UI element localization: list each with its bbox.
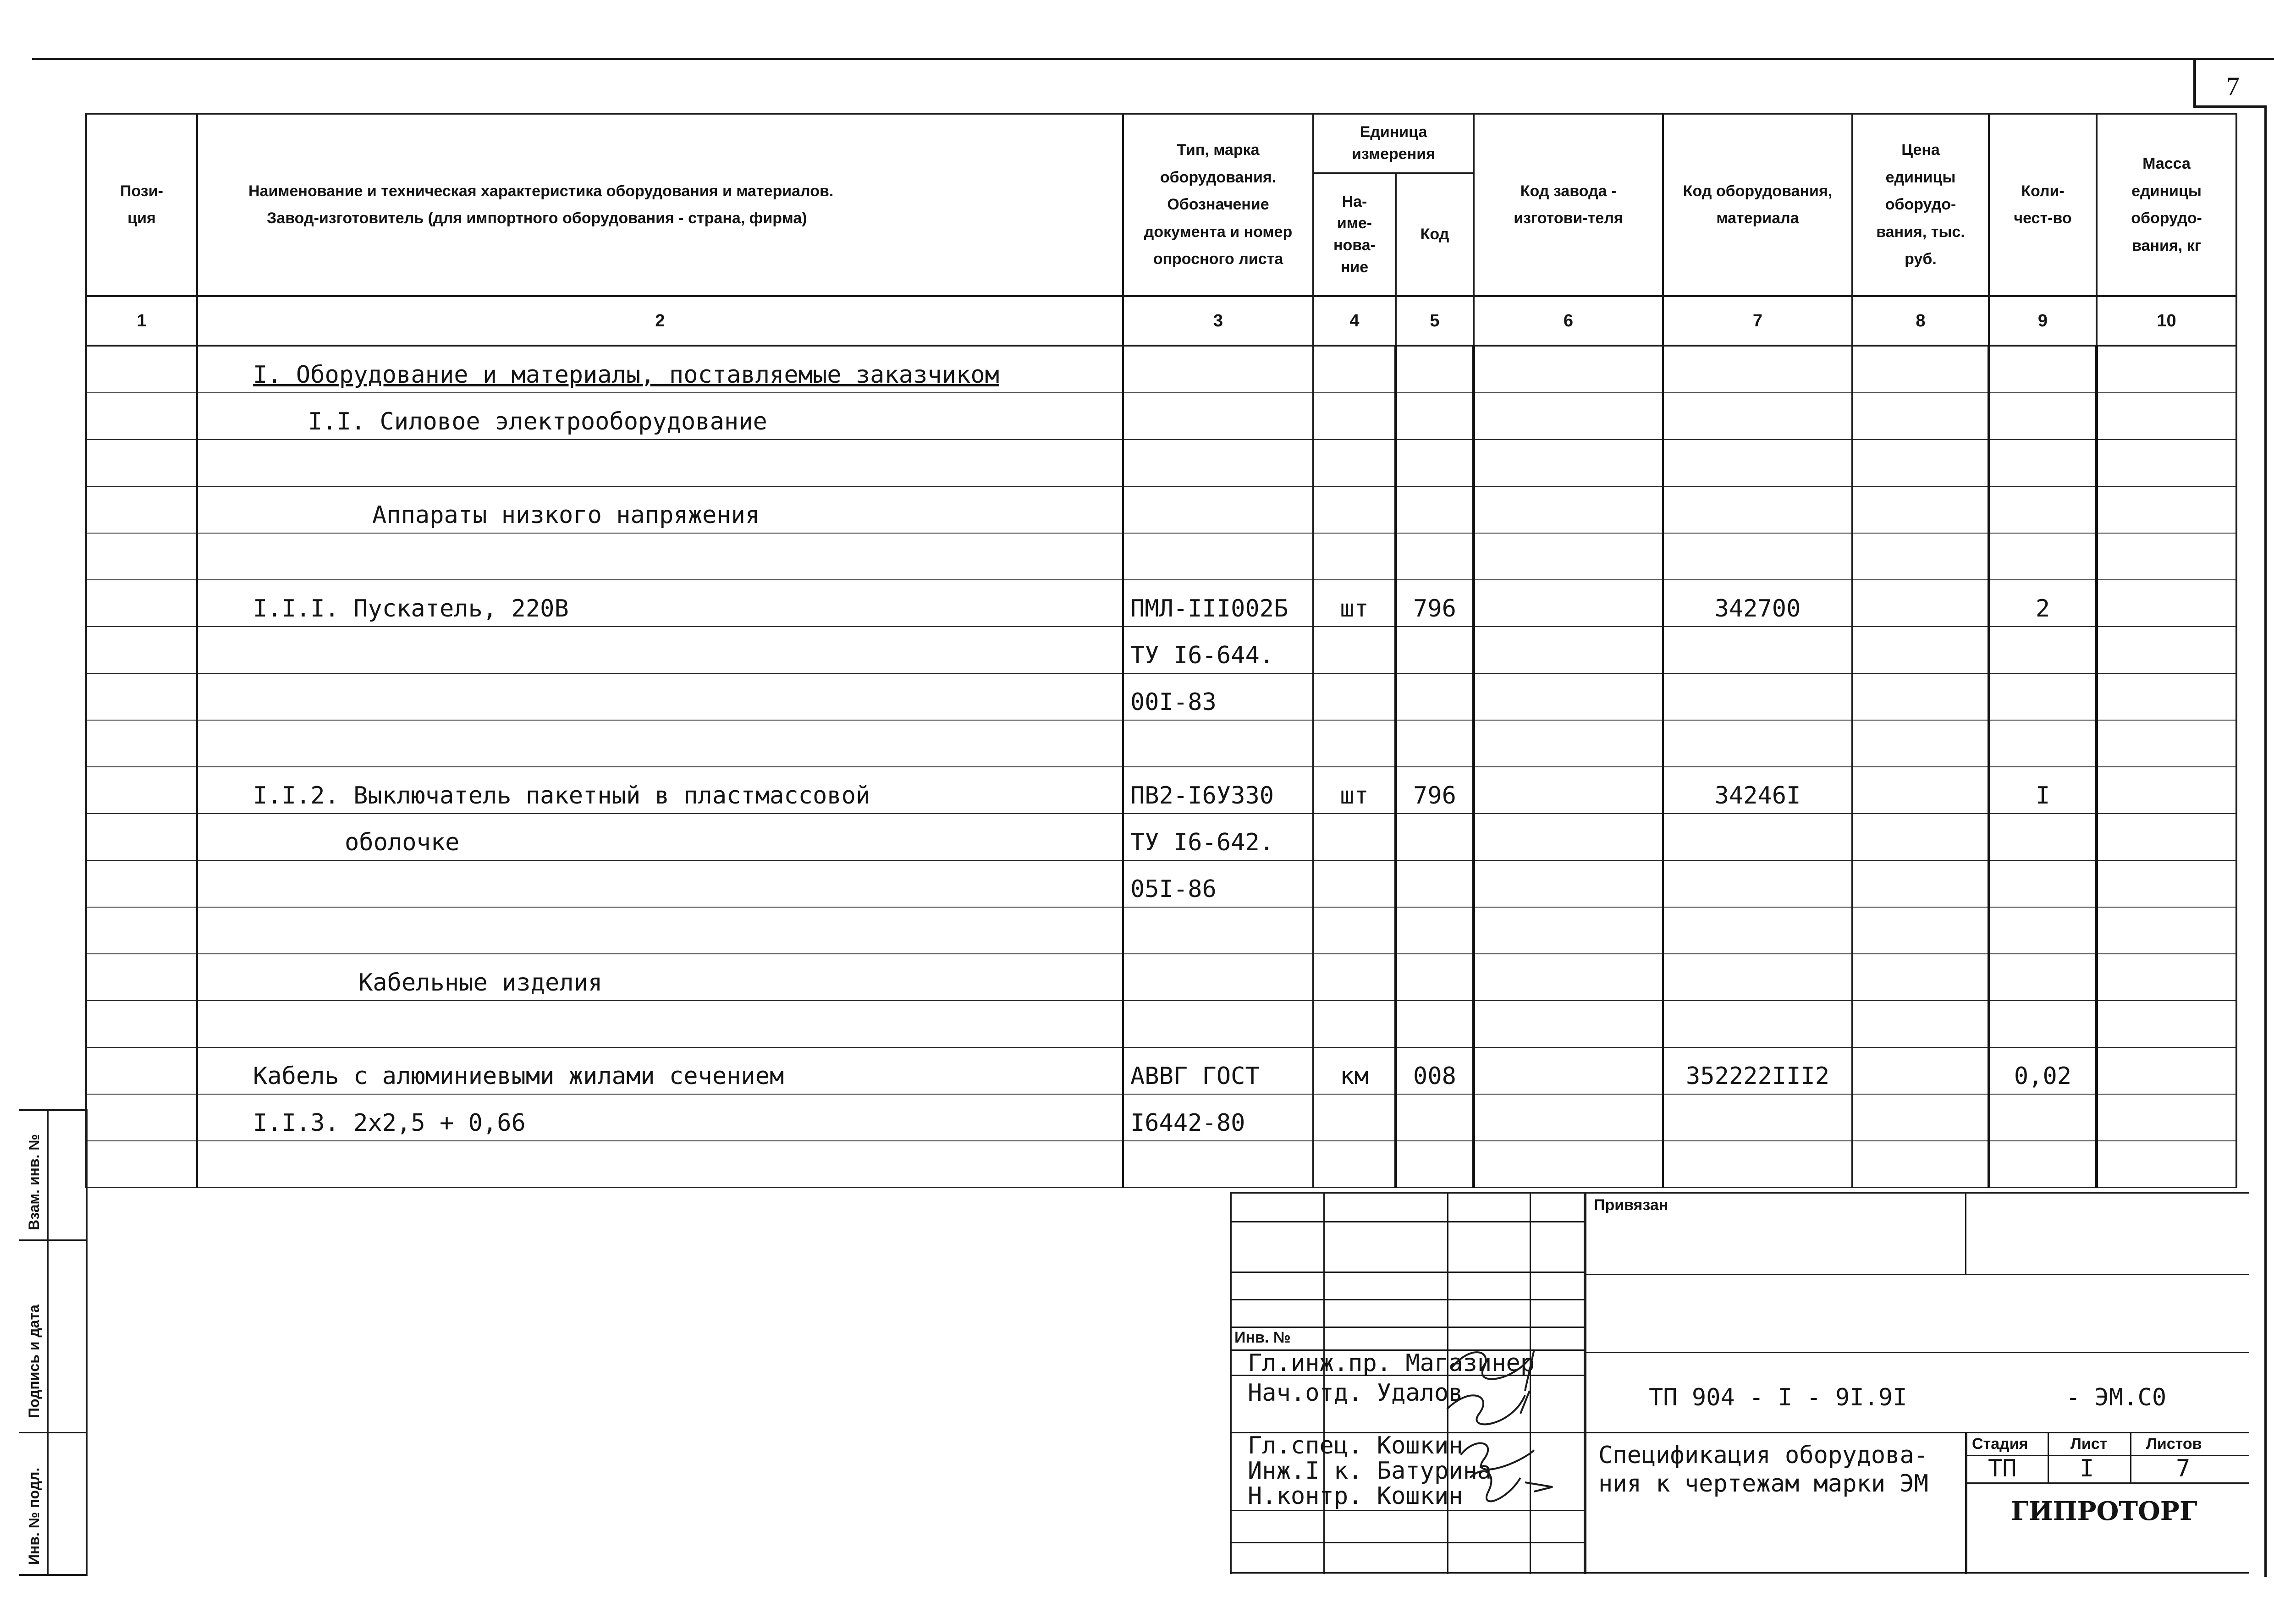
tb-rule-privyazan xyxy=(1585,1274,2249,1275)
cell-type xyxy=(1123,720,1313,767)
cell-mass xyxy=(2097,393,2236,440)
cell-price xyxy=(1852,720,1989,767)
tb-rule-designation-bottom xyxy=(1585,1432,2249,1433)
header-vendor-code: Код завода - изготови-теля xyxy=(1474,114,1663,296)
cell-item-code xyxy=(1663,814,1852,860)
cell-name xyxy=(197,720,1123,767)
cell-quantity xyxy=(1989,346,2097,393)
cell-quantity: 0,02 xyxy=(1989,1047,2097,1094)
cell-unit-name xyxy=(1313,1094,1396,1141)
cell-unit-name xyxy=(1313,393,1396,440)
col-number-1: 1 xyxy=(86,296,197,346)
side-stamp-divider xyxy=(47,1111,49,1574)
cell-item-code xyxy=(1663,673,1852,720)
header-unit-name: На-име-нова-ние xyxy=(1313,173,1396,296)
cell-quantity xyxy=(1989,533,2097,580)
table-row xyxy=(86,1094,2236,1141)
cell-price xyxy=(1852,486,1989,533)
tb-organization: ГИПРОТОРГ xyxy=(2011,1496,2197,1526)
cell-item-code xyxy=(1663,1001,1852,1047)
cell-unit-code xyxy=(1396,673,1474,720)
cell-mass xyxy=(2097,440,2236,486)
tb-rule-designation-top xyxy=(1585,1352,2249,1353)
specification-body xyxy=(86,346,2236,1188)
cell-quantity xyxy=(1989,860,2097,907)
cell-position xyxy=(86,627,197,673)
cell-quantity xyxy=(1989,1094,2097,1141)
table-row xyxy=(86,486,2236,533)
cell-position xyxy=(86,1141,197,1188)
table-row xyxy=(86,767,2236,814)
tb-sheet: I xyxy=(2080,1455,2094,1482)
cell-item-code xyxy=(1663,533,1852,580)
tb-rule-stage-values xyxy=(1965,1482,2249,1484)
tb-sign-row-3: Гл.спец. Кошкин xyxy=(1248,1432,1463,1459)
cell-unit-code xyxy=(1396,954,1474,1001)
cell-vendor-code xyxy=(1474,673,1663,720)
cell-vendor-code xyxy=(1474,860,1663,907)
cell-name xyxy=(197,627,1123,673)
cell-unit-name xyxy=(1313,907,1396,954)
col-number-7: 7 xyxy=(1663,296,1852,346)
cell-item-code xyxy=(1663,860,1852,907)
cell-item-code: 34246I xyxy=(1663,767,1852,814)
header-name-line2: Завод-изготовитель (для импортного оборудования - страна, фирма) xyxy=(267,209,807,227)
cell-price xyxy=(1852,954,1989,1001)
cell-quantity xyxy=(1989,1001,2097,1047)
cell-mass xyxy=(2097,533,2236,580)
cell-type xyxy=(1123,533,1313,580)
col-number-6: 6 xyxy=(1474,296,1663,346)
side-podpis-data: Подпись и дата xyxy=(26,1305,42,1418)
cell-mass xyxy=(2097,720,2236,767)
cell-quantity: I xyxy=(1989,767,2097,814)
cell-price xyxy=(1852,627,1989,673)
cell-type xyxy=(1123,440,1313,486)
cell-type: ПМЛ-III002Б xyxy=(1123,580,1313,627)
cell-unit-code xyxy=(1396,1141,1474,1188)
col-number-9: 9 xyxy=(1989,296,2097,346)
side-inv-podl: Инв. № подл. xyxy=(26,1467,42,1565)
cell-vendor-code xyxy=(1474,907,1663,954)
cell-position xyxy=(86,580,197,627)
table-row xyxy=(86,907,2236,954)
cell-name: Кабель с алюминиевыми жилами сечением xyxy=(197,1047,1123,1094)
side-stamp-rule-1 xyxy=(19,1239,86,1241)
tb-sign-row-1: Гл.инж.пр. Магазинер xyxy=(1248,1349,1535,1377)
cell-position xyxy=(86,954,197,1001)
header-position: Пози- ция xyxy=(86,114,197,296)
cell-position xyxy=(86,533,197,580)
header-type: Тип, марка оборудования. Обозначение документа и номер опросного листа xyxy=(1123,114,1313,296)
cell-mass xyxy=(2097,346,2236,393)
cell-vendor-code xyxy=(1474,767,1663,814)
cell-unit-name xyxy=(1313,440,1396,486)
cell-name: I.I.I. Пускатель, 220В xyxy=(197,580,1123,627)
cell-unit-name xyxy=(1313,533,1396,580)
tb-doc-title: Спецификация оборудова- ния к чертежам марки ЭМ xyxy=(1598,1442,1929,1498)
table-row xyxy=(86,1047,2236,1094)
cell-mass xyxy=(2097,767,2236,814)
header-unit-group: Единица измерения xyxy=(1313,114,1474,173)
page-number-box-bottom xyxy=(2193,105,2267,108)
cell-unit-code xyxy=(1396,627,1474,673)
col-number-8: 8 xyxy=(1852,296,1989,346)
header-name-line1: Наименование и техническая характеристика оборудования и материалов. xyxy=(248,182,834,200)
cell-quantity xyxy=(1989,907,2097,954)
cell-type xyxy=(1123,346,1313,393)
cell-position xyxy=(86,1047,197,1094)
cell-position xyxy=(86,346,197,393)
cell-name: Аппараты низкого напряжения xyxy=(197,486,1123,533)
cell-unit-name: км xyxy=(1313,1047,1396,1094)
tb-rule-h xyxy=(1232,1510,1585,1511)
frame-right-border xyxy=(2264,105,2267,1577)
cell-name xyxy=(197,907,1123,954)
cell-price xyxy=(1852,907,1989,954)
cell-type: ПВ2-I6У330 xyxy=(1123,767,1313,814)
header-price: Цена единицы оборудо-вания, тыс. руб. xyxy=(1852,114,1989,296)
table-row xyxy=(86,954,2236,1001)
cell-price xyxy=(1852,533,1989,580)
cell-mass xyxy=(2097,860,2236,907)
col-number-4: 4 xyxy=(1313,296,1396,346)
cell-position xyxy=(86,814,197,860)
cell-quantity xyxy=(1989,1141,2097,1188)
cell-item-code xyxy=(1663,440,1852,486)
cell-type: ТУ I6-644. xyxy=(1123,627,1313,673)
cell-item-code xyxy=(1663,954,1852,1001)
cell-unit-code xyxy=(1396,346,1474,393)
cell-name: I.I.2. Выключатель пакетный в пластмассовой xyxy=(197,767,1123,814)
cell-type: ТУ I6-642. xyxy=(1123,814,1313,860)
cell-quantity xyxy=(1989,486,2097,533)
cell-type xyxy=(1123,1141,1313,1188)
cell-position xyxy=(86,440,197,486)
tb-vline-privyazan xyxy=(1965,1194,1966,1274)
cell-unit-name xyxy=(1313,1141,1396,1188)
cell-quantity xyxy=(1989,627,2097,673)
tb-vline-stage-block xyxy=(1965,1432,1967,1574)
specification-table xyxy=(85,113,2237,1188)
cell-mass xyxy=(2097,627,2236,673)
table-row xyxy=(86,1001,2236,1047)
cell-unit-code: 008 xyxy=(1396,1047,1474,1094)
table-row xyxy=(86,673,2236,720)
cell-price xyxy=(1852,393,1989,440)
cell-item-code xyxy=(1663,720,1852,767)
cell-mass xyxy=(2097,580,2236,627)
cell-unit-name xyxy=(1313,860,1396,907)
tb-vline-stage xyxy=(2048,1432,2049,1482)
tb-inv-no: Инв. № xyxy=(1234,1329,1291,1346)
page-number: 7 xyxy=(2226,72,2240,101)
cell-position xyxy=(86,907,197,954)
cell-unit-code xyxy=(1396,486,1474,533)
cell-unit-name: шт xyxy=(1313,580,1396,627)
cell-price xyxy=(1852,346,1989,393)
cell-name: Кабельные изделия xyxy=(197,954,1123,1001)
cell-quantity xyxy=(1989,440,2097,486)
cell-name xyxy=(197,440,1123,486)
cell-quantity xyxy=(1989,814,2097,860)
header-quantity: Коли-чест-во xyxy=(1989,114,2097,296)
cell-name xyxy=(197,673,1123,720)
col-number-2: 2 xyxy=(197,296,1123,346)
cell-item-code xyxy=(1663,486,1852,533)
cell-price xyxy=(1852,673,1989,720)
cell-mass xyxy=(2097,814,2236,860)
cell-quantity xyxy=(1989,720,2097,767)
cell-type xyxy=(1123,907,1313,954)
header-name xyxy=(197,114,1123,296)
cell-mass xyxy=(2097,1047,2236,1094)
cell-item-code xyxy=(1663,627,1852,673)
tb-stage: ТП xyxy=(1988,1455,2017,1482)
cell-type: АВВГ ГОСТ xyxy=(1123,1047,1313,1094)
tb-rule-a xyxy=(1232,1221,1585,1222)
cell-price xyxy=(1852,440,1989,486)
cell-mass xyxy=(2097,907,2236,954)
cell-position xyxy=(86,860,197,907)
cell-position xyxy=(86,767,197,814)
cell-unit-code xyxy=(1396,860,1474,907)
cell-item-code xyxy=(1663,393,1852,440)
table-row xyxy=(86,393,2236,440)
cell-name: I.I.3. 2х2,5 + 0,66 xyxy=(197,1094,1123,1141)
cell-unit-name xyxy=(1313,346,1396,393)
cell-name xyxy=(197,860,1123,907)
cell-vendor-code xyxy=(1474,580,1663,627)
cell-type xyxy=(1123,954,1313,1001)
cell-vendor-code xyxy=(1474,1141,1663,1188)
cell-mass xyxy=(2097,1001,2236,1047)
cell-vendor-code xyxy=(1474,814,1663,860)
side-stamp-rule-2 xyxy=(19,1432,86,1433)
tb-rule-i xyxy=(1232,1542,1585,1543)
side-stamp xyxy=(19,1109,88,1576)
tb-designation-right: - ЭМ.С0 xyxy=(2066,1384,2167,1411)
table-row xyxy=(86,1141,2236,1188)
cell-unit-code xyxy=(1396,440,1474,486)
cell-vendor-code xyxy=(1474,393,1663,440)
cell-quantity xyxy=(1989,673,2097,720)
cell-vendor-code xyxy=(1474,1001,1663,1047)
tb-rule-d xyxy=(1232,1327,1585,1328)
cell-type: 00I-83 xyxy=(1123,673,1313,720)
tb-sign-row-4: Инж.I к. Батурина xyxy=(1248,1457,1492,1485)
cell-name xyxy=(197,1141,1123,1188)
cell-position xyxy=(86,673,197,720)
table-row xyxy=(86,860,2236,907)
cell-unit-code xyxy=(1396,393,1474,440)
cell-vendor-code xyxy=(1474,627,1663,673)
cell-vendor-code xyxy=(1474,440,1663,486)
cell-position xyxy=(86,720,197,767)
col-number-5: 5 xyxy=(1396,296,1474,346)
header-unit-code: Код xyxy=(1396,173,1474,296)
col-number-10: 10 xyxy=(2097,296,2236,346)
cell-vendor-code xyxy=(1474,346,1663,393)
cell-price xyxy=(1852,1141,1989,1188)
cell-unit-name: шт xyxy=(1313,767,1396,814)
cell-position xyxy=(86,486,197,533)
table-row xyxy=(86,580,2236,627)
tb-sign-row-5: Н.контр. Кошкин xyxy=(1248,1482,1463,1510)
tb-designation-left: ТП 904 - I - 9I.9I xyxy=(1649,1384,1907,1411)
cell-item-code xyxy=(1663,1141,1852,1188)
cell-name xyxy=(197,533,1123,580)
cell-unit-code xyxy=(1396,1001,1474,1047)
cell-item-code: 342700 xyxy=(1663,580,1852,627)
cell-unit-code xyxy=(1396,1094,1474,1141)
cell-unit-name xyxy=(1313,814,1396,860)
cell-position xyxy=(86,1001,197,1047)
cell-type xyxy=(1123,1001,1313,1047)
cell-vendor-code xyxy=(1474,1094,1663,1141)
cell-name: I.I. Силовое электрооборудование xyxy=(197,393,1123,440)
table-row xyxy=(86,627,2236,673)
cell-vendor-code xyxy=(1474,720,1663,767)
cell-type xyxy=(1123,393,1313,440)
cell-quantity xyxy=(1989,393,2097,440)
cell-vendor-code xyxy=(1474,533,1663,580)
table-row xyxy=(86,720,2236,767)
cell-position xyxy=(86,393,197,440)
cell-type xyxy=(1123,486,1313,533)
cell-vendor-code xyxy=(1474,486,1663,533)
table-row xyxy=(86,814,2236,860)
cell-price xyxy=(1852,1094,1989,1141)
cell-mass xyxy=(2097,673,2236,720)
cell-mass xyxy=(2097,1094,2236,1141)
cell-unit-name xyxy=(1313,1001,1396,1047)
cell-type: I6442-80 xyxy=(1123,1094,1313,1141)
cell-mass xyxy=(2097,1141,2236,1188)
page-number-box-left xyxy=(2193,58,2196,107)
tb-stage-label: Стадия xyxy=(1972,1435,2028,1453)
cell-price xyxy=(1852,1001,1989,1047)
cell-item-code xyxy=(1663,907,1852,954)
header-mass: Масса единицы оборудо-вания, кг xyxy=(2097,114,2236,296)
cell-item-code xyxy=(1663,1094,1852,1141)
tb-rule-b xyxy=(1232,1272,1585,1273)
cell-price xyxy=(1852,580,1989,627)
cell-price xyxy=(1852,814,1989,860)
tb-sheets: 7 xyxy=(2176,1455,2191,1482)
cell-unit-code xyxy=(1396,814,1474,860)
tb-rule-c xyxy=(1232,1299,1585,1300)
tb-sheets-label: Листов xyxy=(2146,1435,2202,1453)
table-row xyxy=(86,533,2236,580)
cell-item-code: 352222III2 xyxy=(1663,1047,1852,1094)
cell-unit-name xyxy=(1313,720,1396,767)
cell-unit-name xyxy=(1313,673,1396,720)
header-item-code: Код оборудования, материала xyxy=(1663,114,1852,296)
cell-unit-code: 796 xyxy=(1396,580,1474,627)
cell-unit-code xyxy=(1396,907,1474,954)
cell-quantity xyxy=(1989,954,2097,1001)
cell-mass xyxy=(2097,486,2236,533)
cell-type: 05I-86 xyxy=(1123,860,1313,907)
cell-unit-name xyxy=(1313,627,1396,673)
handwritten-signatures xyxy=(1443,1340,1598,1510)
cell-unit-name xyxy=(1313,954,1396,1001)
cell-position xyxy=(86,1094,197,1141)
cell-unit-name xyxy=(1313,486,1396,533)
cell-unit-code: 796 xyxy=(1396,767,1474,814)
cell-name xyxy=(197,1001,1123,1047)
cell-mass xyxy=(2097,954,2236,1001)
cell-unit-code xyxy=(1396,720,1474,767)
cell-name: оболочке xyxy=(197,814,1123,860)
cell-item-code xyxy=(1663,346,1852,393)
tb-vline-sheet xyxy=(2130,1432,2131,1482)
frame-top-border xyxy=(32,58,2274,60)
cell-quantity: 2 xyxy=(1989,580,2097,627)
cell-price xyxy=(1852,767,1989,814)
tb-privyazan: Привязан xyxy=(1594,1196,1668,1214)
tb-sign-row-2: Нач.отд. Удалов xyxy=(1248,1379,1463,1407)
cell-price xyxy=(1852,1047,1989,1094)
cell-name: I. Оборудование и материалы, поставляемые заказчиком xyxy=(197,346,1123,393)
title-block xyxy=(1230,1192,2249,1574)
tb-rule-bottom xyxy=(1232,1572,2249,1574)
col-number-3: 3 xyxy=(1123,296,1313,346)
cell-vendor-code xyxy=(1474,1047,1663,1094)
table-row xyxy=(86,346,2236,393)
cell-unit-code xyxy=(1396,533,1474,580)
tb-sheet-label: Лист xyxy=(2070,1435,2108,1453)
table-row xyxy=(86,440,2236,486)
cell-vendor-code xyxy=(1474,954,1663,1001)
side-vzam-inv: Взам. инв. № xyxy=(26,1134,42,1230)
cell-price xyxy=(1852,860,1989,907)
